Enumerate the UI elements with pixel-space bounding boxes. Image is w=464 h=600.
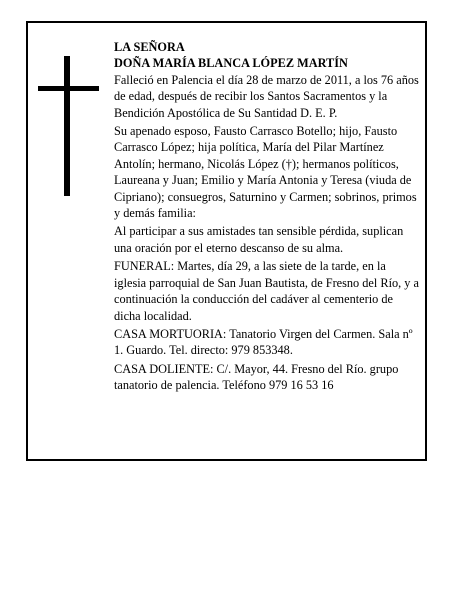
cross-icon	[64, 56, 70, 196]
obituary-text	[114, 39, 420, 396]
title-line-1: LA SEÑORA	[114, 40, 185, 54]
funeral-home-details: CASA MORTUORIA: Tanatorio Virgen del Carmen. Sala nº 1. Guardo. Tel. directo: 979 853348.	[114, 326, 413, 358]
deceased-name: DOÑA MARÍA BLANCA LÓPEZ MARTÍN	[114, 56, 348, 71]
prayer-request: Al participar a sus amistades tan sensible pérdida, suplican una oración por el eterno descanso de su alma.	[114, 224, 404, 255]
family-list: Su apenado esposo, Fausto Carrasco Botello; hijo, Fausto Carrasco López; hija política, María del Pilar Martínez Antolín; hermano, Nicolás López (†); hermanos políticos, Laureana y Juan; Emilio y María Antonia y Teresa (viuda de Cipriano); consuegros, Saturnino y Carmen; sobrinos, primos y demás familia:	[114, 124, 417, 221]
cross-icon-bar	[38, 86, 99, 91]
death-announcement: Falleció en Palencia el día 28 de marzo de 2011, a los 76 años de edad, después de recibir los Santos Sacramentos y la Bendición Apostólica de Su Santidad D. E. P.	[114, 72, 419, 120]
family-home-details: CASA DOLIENTE: C/. Mayor, 44. Fresno del Río. grupo tanatorio de palencia. Teléfono 979 16 53 16	[114, 361, 399, 393]
funeral-details: FUNERAL: Martes, día 29, a las siete de la tarde, en la iglesia parroquial de San Juan Bautista, de Fresno del Río, y a continuación la conducción del cadáver al cementerio de dicha localidad.	[114, 259, 419, 323]
